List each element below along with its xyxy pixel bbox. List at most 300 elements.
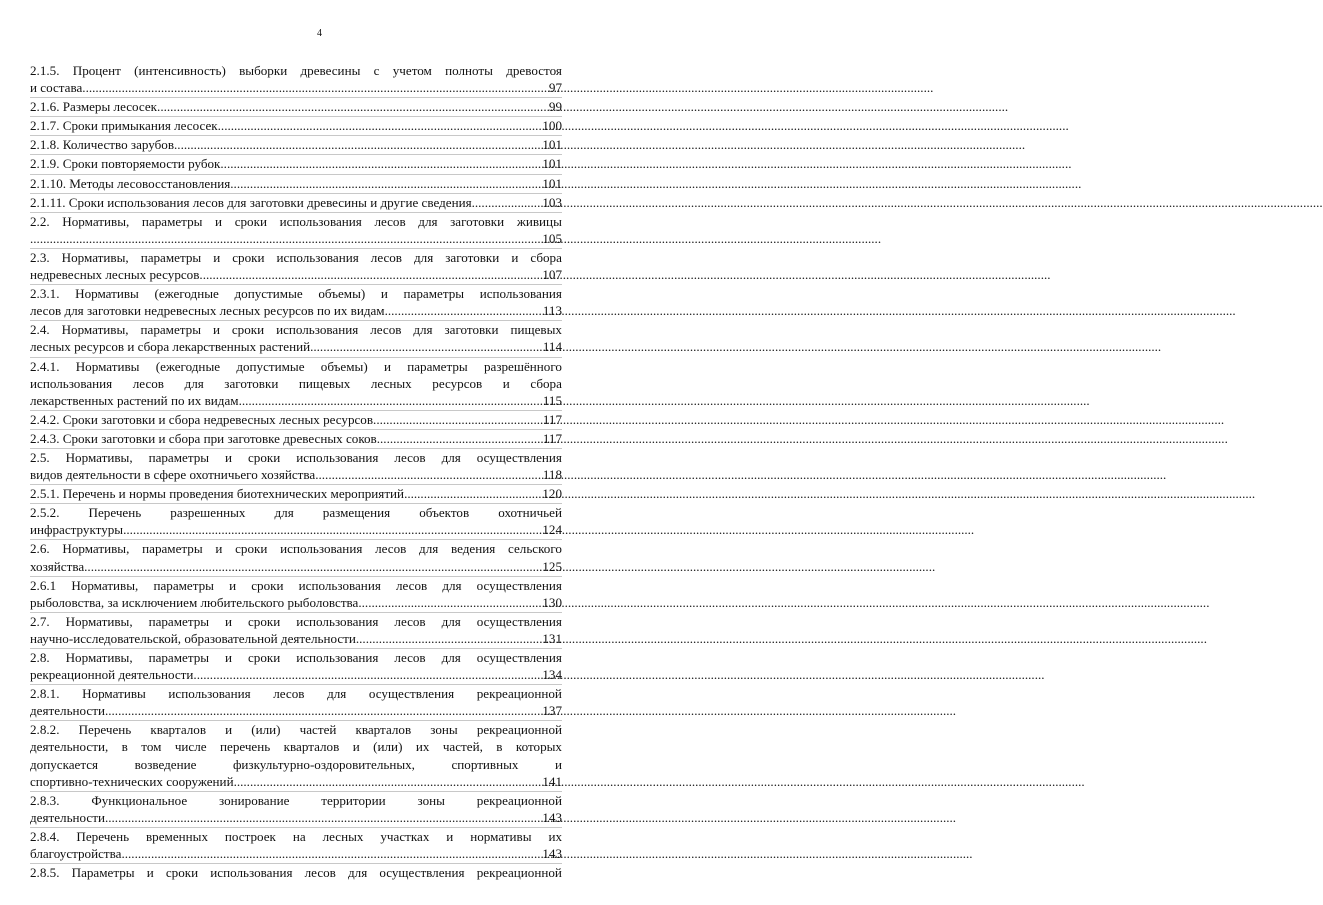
toc-word: для [414, 249, 434, 265]
toc-entry [30, 485, 562, 504]
dot-leader [157, 98, 548, 115]
toc-word: сроки [248, 650, 281, 665]
dot-leader [377, 430, 542, 447]
dot-leader [234, 773, 542, 790]
toc-word: использования [210, 865, 293, 881]
toc-word: физкультурно-оздоровительных, [232, 756, 415, 772]
toc-word: древесины [300, 63, 361, 78]
toc-entry-line [30, 756, 562, 773]
toc-word: и [212, 322, 220, 338]
toc-entry-title: 2.4.3. Сроки заготовки и сбора при заготовке древесных соков [30, 430, 377, 446]
toc-word: 2.4. [30, 322, 50, 338]
toc-word: 2.7. [30, 613, 50, 629]
toc-entry-title: научно-исследовательской, образовательной деятельности [30, 630, 356, 646]
toc-word: параметры [153, 577, 214, 593]
toc-entry-last-line [30, 845, 562, 862]
page-number: 4 [317, 28, 322, 39]
toc-page-number: 124 [542, 522, 562, 538]
toc-word: охотничьей [498, 505, 562, 521]
toc-word: Нормативы, [65, 650, 133, 665]
toc-word: 2.5.2. [30, 505, 60, 521]
toc-entry [30, 649, 562, 685]
dot-leader [358, 594, 541, 611]
toc-entry-last-line [30, 266, 562, 283]
toc-word: (ежегодные [154, 286, 219, 302]
toc-word: частей [299, 722, 337, 738]
toc-word: зоны [430, 722, 458, 738]
toc-word: разрешённого [483, 358, 562, 374]
toc-page-number: 107 [542, 267, 562, 283]
toc-entry-line [30, 577, 562, 594]
toc-page-number: 105 [542, 230, 562, 246]
toc-entry [30, 98, 562, 117]
toc-word: спортивных [451, 756, 519, 772]
toc-entry-line [30, 62, 562, 79]
toc-word: параметры [141, 213, 203, 229]
toc-entry-line [30, 449, 562, 466]
toc-word: выборки [239, 63, 288, 78]
toc-word: параметры [140, 322, 202, 338]
toc-page-number: 100 [542, 118, 562, 134]
toc-word: для [419, 541, 439, 557]
toc-word: параметры [148, 449, 210, 465]
toc-entry [30, 792, 562, 828]
toc-word: и [225, 613, 233, 629]
toc-word: 2.8.1. [30, 686, 60, 702]
toc-entry [30, 117, 562, 136]
toc-word: Нормативы, [65, 613, 133, 629]
dot-leader [385, 302, 542, 319]
toc-word: использования [479, 286, 562, 302]
toc-word: осуществления [368, 686, 455, 702]
toc-word: 2.3. [30, 249, 50, 265]
toc-word: 2.6. [30, 541, 50, 557]
dot-leader [174, 136, 541, 153]
toc-word: и [511, 249, 519, 265]
toc-entry-line [30, 649, 562, 666]
toc-word: древостоя [506, 63, 562, 78]
toc-word: Нормативы, [62, 213, 130, 229]
toc-word: параметры [140, 249, 202, 265]
toc-word: лесных [370, 375, 412, 391]
toc-word: 2.8.5. [30, 865, 60, 881]
toc-word: объектов [419, 505, 470, 521]
toc-entry-title: 2.1.7. Сроки примыкания лесосек [30, 118, 218, 134]
toc-word: разрешенных [170, 505, 246, 521]
toc-word: 2.8.2. [30, 722, 60, 738]
toc-entry-last-line [30, 117, 562, 134]
toc-entry-title: 2.1.9. Сроки повторяемости рубок [30, 156, 221, 172]
toc-entry-title: спортивно-технических сооружений [30, 773, 234, 789]
toc-entry-last-line [30, 411, 562, 428]
toc-entry-title: 2.1.10. Методы лесовосстановления [30, 175, 231, 191]
dot-leader [30, 230, 541, 247]
toc-word: сроки [235, 541, 268, 557]
toc-word: сроки [165, 865, 199, 881]
toc-word: лесов [132, 375, 164, 391]
toc-word: осуществления [476, 577, 562, 593]
toc-word: для [327, 686, 347, 702]
toc-word: перечень [220, 739, 271, 755]
toc-entry [30, 864, 562, 882]
toc-word: сбора [530, 249, 562, 265]
toc-entry-line [30, 213, 562, 230]
toc-word: сельского [508, 541, 562, 557]
toc-word: кварталов [150, 722, 207, 738]
toc-entry-title: лесных ресурсов и сбора лекарственных растений [30, 339, 311, 355]
toc-entry-line [30, 613, 562, 630]
dot-leader [220, 155, 541, 172]
toc-entry [30, 62, 562, 98]
toc-entry [30, 136, 562, 155]
toc-word: использования [276, 322, 359, 338]
toc-word: для [441, 650, 461, 665]
toc-word: размещения [322, 505, 391, 521]
toc-word: для [274, 505, 294, 521]
toc-word: (или) [373, 739, 403, 755]
toc-word: рекреационной [476, 792, 562, 808]
toc-page-number: 101 [542, 137, 562, 153]
toc-entry [30, 411, 562, 430]
toc-word: использования [30, 375, 113, 391]
toc-word: 2.3.1. [30, 286, 60, 302]
toc-entry-title: деятельности [30, 809, 105, 825]
toc-word: числе [174, 739, 207, 755]
toc-word: Нормативы [75, 286, 139, 302]
toc-page-number: 117 [542, 411, 562, 427]
toc-word: 2.6.1 [30, 577, 57, 593]
toc-word: параметры [148, 650, 210, 665]
table-of-contents [30, 62, 562, 882]
toc-entry-last-line [30, 630, 562, 647]
toc-word: ресурсов [432, 375, 483, 391]
toc-word: лесов [370, 249, 402, 265]
toc-word: осуществления [476, 613, 562, 629]
toc-word: рекреационной [476, 686, 562, 702]
toc-word: для [442, 577, 462, 593]
toc-entry-last-line [30, 485, 562, 502]
toc-word: лесов [394, 650, 426, 665]
toc-word: ведения [451, 541, 496, 557]
toc-word: лесных [322, 828, 364, 844]
toc-entry [30, 321, 562, 357]
toc-word: Нормативы [82, 686, 146, 702]
toc-word: Процент [72, 63, 121, 78]
toc-entry-title: рекреационной деятельности [30, 667, 194, 683]
toc-word: использования [168, 686, 251, 702]
toc-entry-line [30, 375, 562, 392]
toc-word: Перечень [78, 722, 132, 738]
toc-entry [30, 285, 562, 321]
toc-word: параметры [403, 286, 465, 302]
toc-word: том [141, 739, 162, 755]
toc-entry-title: лесов для заготовки недревесных лесных ресурсов по их видам [30, 303, 385, 319]
toc-word: 2.5. [30, 449, 50, 465]
toc-word: зонирование [219, 792, 290, 808]
toc-word: допустимые [236, 358, 305, 374]
toc-word: Нормативы, [62, 541, 130, 557]
dot-leader [199, 266, 541, 283]
toc-word: которых [515, 739, 562, 755]
dot-leader [105, 702, 541, 719]
toc-entry-line [30, 540, 562, 557]
toc-word: Параметры [71, 865, 135, 881]
toc-word: для [413, 322, 433, 338]
toc-word: 2.4.1. [30, 358, 60, 374]
toc-word: частей, [442, 739, 483, 755]
toc-entry-line [30, 864, 562, 881]
toc-word: с [373, 63, 380, 78]
toc-word: и [213, 249, 221, 265]
toc-word: и [225, 449, 233, 465]
toc-word: кварталов [283, 739, 340, 755]
toc-word: лесов [375, 541, 407, 557]
toc-entry [30, 358, 562, 411]
toc-word: для [441, 449, 461, 465]
toc-word: лесов [395, 577, 428, 593]
toc-word: параметры [407, 358, 468, 374]
dot-leader [121, 845, 541, 862]
toc-page-number: 117 [542, 430, 562, 446]
toc-entry [30, 175, 562, 194]
toc-entry-title: лекарственных растений по их видам [30, 392, 239, 408]
toc-page-number: 120 [542, 486, 562, 502]
toc-entry-title: 2.4.2. Сроки заготовки и сбора недревесных лесных ресурсов [30, 411, 374, 427]
toc-entry-title: благоустройства [30, 846, 122, 862]
toc-entry-last-line [30, 136, 562, 153]
toc-word: осуществления [379, 865, 465, 881]
toc-word: осуществления [476, 449, 562, 465]
toc-word: и [225, 650, 233, 665]
toc-word: объемы) [320, 358, 368, 374]
toc-entry [30, 577, 562, 613]
dot-leader [105, 809, 541, 826]
toc-page-number: 137 [542, 703, 562, 719]
toc-page-number: 115 [542, 392, 562, 408]
dot-leader [84, 558, 541, 575]
toc-word: их [548, 828, 562, 844]
toc-word: пищевых [298, 375, 351, 391]
toc-word: 2.8. [30, 650, 50, 665]
toc-entry [30, 155, 562, 174]
toc-word: и [502, 375, 510, 391]
toc-word: рекреационной [476, 865, 562, 881]
toc-word: в [496, 739, 503, 755]
toc-entry-line [30, 504, 562, 521]
toc-word: сроки [248, 613, 281, 629]
toc-entry [30, 613, 562, 649]
toc-entry-line [30, 285, 562, 302]
dot-leader [404, 485, 541, 502]
toc-word: для [184, 375, 204, 391]
toc-page-number: 125 [542, 558, 562, 574]
toc-word: заготовки [444, 322, 499, 338]
toc-entry-title: рыболовства, за исключением любительского рыболовства [30, 594, 359, 610]
toc-word: лесов [394, 449, 426, 465]
toc-entry-title: деятельности [30, 703, 105, 719]
toc-word: Перечень [88, 505, 142, 521]
toc-word: использования [279, 213, 362, 229]
toc-word: 2.2. [30, 213, 50, 229]
dot-leader [356, 630, 541, 647]
toc-entry-last-line [30, 773, 562, 790]
toc-word: Нормативы, [61, 249, 129, 265]
toc-entry-last-line [30, 666, 562, 683]
dot-leader [193, 666, 541, 683]
toc-entry-line [30, 685, 562, 702]
toc-word: живицы [516, 213, 562, 229]
toc-entry-line [30, 321, 562, 338]
toc-entry-title: 2.1.8. Количество зарубов [30, 137, 175, 153]
dot-leader [82, 79, 548, 96]
toc-entry-last-line [30, 392, 562, 409]
toc-page-number: 101 [542, 156, 562, 172]
toc-word: использования [298, 577, 381, 593]
toc-entry-last-line [30, 594, 562, 611]
toc-entry-last-line [30, 155, 562, 172]
toc-word: сбора [530, 375, 562, 391]
toc-page-number: 103 [542, 194, 562, 210]
toc-word: 2.8.3. [30, 792, 60, 808]
toc-page-number: 99 [548, 99, 562, 115]
toc-word: параметры [148, 613, 210, 629]
toc-word: и [554, 756, 562, 772]
toc-word: и [229, 577, 237, 593]
toc-word: использования [296, 613, 379, 629]
toc-word: объемы) [318, 286, 366, 302]
toc-word: лесов [374, 213, 406, 229]
toc-word: лесов [273, 686, 305, 702]
toc-word: Нормативы, [65, 449, 133, 465]
dot-leader [230, 175, 541, 192]
toc-word: и [383, 358, 391, 374]
toc-entry-last-line [30, 430, 562, 447]
toc-word: (интенсивность) [134, 63, 226, 78]
toc-entry-last-line [30, 338, 562, 355]
dot-leader [310, 338, 542, 355]
toc-word: деятельности, [30, 739, 109, 755]
toc-page-number: 114 [542, 339, 562, 355]
toc-page-number: 113 [542, 303, 562, 319]
toc-entry-title: инфраструктуры [30, 522, 124, 538]
toc-entry-last-line [30, 809, 562, 826]
dot-leader [239, 392, 542, 409]
toc-word: участках [380, 828, 430, 844]
toc-word: и [215, 541, 223, 557]
toc-word: Нормативы [75, 358, 140, 374]
toc-word: Нормативы, [71, 577, 139, 593]
toc-word: для [348, 865, 368, 881]
toc-word: сроки [231, 322, 265, 338]
toc-entry-last-line [30, 302, 562, 319]
toc-entry-title: видов деятельности в сфере охотничьего хозяйства [30, 467, 316, 483]
toc-entry-title: недревесных лесных ресурсов [30, 267, 200, 283]
toc-entry-title: хозяйства [30, 558, 85, 574]
toc-word: Функциональное [91, 792, 188, 808]
toc-entry-last-line [30, 466, 562, 483]
toc-word: их [415, 739, 430, 755]
toc-word: (ежегодные [155, 358, 221, 374]
toc-word: 2.8.4. [30, 828, 60, 844]
dot-leader [472, 194, 542, 211]
toc-word: 2.1.5. [30, 63, 60, 78]
toc-entry [30, 430, 562, 449]
toc-word: пищевых [510, 322, 562, 338]
toc-word: лесов [394, 613, 426, 629]
dot-leader [218, 117, 542, 134]
toc-entry-last-line [30, 702, 562, 719]
toc-word: осуществления [476, 650, 562, 665]
toc-entry-title: 2.1.6. Размеры лесосек [30, 99, 158, 115]
toc-word: и [215, 213, 223, 229]
toc-entry [30, 540, 562, 576]
toc-entry-last-line [30, 194, 562, 211]
toc-word: использования [276, 249, 359, 265]
toc-word: заготовки [224, 375, 279, 391]
toc-entry-last-line [30, 79, 562, 96]
toc-word: Перечень [76, 828, 130, 844]
toc-word: лесов [304, 865, 336, 881]
toc-word: для [441, 613, 461, 629]
toc-word: использования [296, 449, 379, 465]
toc-word: возведение [134, 756, 197, 772]
toc-word: и [446, 828, 454, 844]
toc-word: допустимые [234, 286, 303, 302]
toc-entry-line [30, 828, 562, 845]
toc-word: нормативы [470, 828, 532, 844]
toc-entry [30, 504, 562, 540]
toc-word: и [225, 722, 233, 738]
toc-word: (или) [251, 722, 281, 738]
toc-entry [30, 194, 562, 213]
toc-word: зоны [417, 792, 445, 808]
toc-page-number: 101 [542, 175, 562, 191]
toc-entry [30, 721, 562, 791]
toc-page-number: 131 [542, 630, 562, 646]
toc-word: допускается [30, 756, 99, 772]
toc-page-number: 97 [548, 80, 562, 96]
toc-word: территории [321, 792, 386, 808]
toc-word: Нормативы, [61, 322, 129, 338]
toc-entry [30, 449, 562, 485]
toc-entry-last-line [30, 230, 562, 247]
toc-entry-title: 2.5.1. Перечень и нормы проведения биотехнических мероприятий [30, 486, 405, 502]
toc-page-number: 130 [542, 594, 562, 610]
toc-word: и [146, 865, 154, 881]
toc-word: сроки [232, 249, 265, 265]
toc-word: лесов [370, 322, 402, 338]
toc-word: сроки [248, 449, 281, 465]
toc-word: рекреационной [476, 722, 562, 738]
toc-word: для [418, 213, 438, 229]
toc-word: использования [296, 650, 379, 665]
toc-entry-title: и состава [30, 80, 83, 96]
toc-word: на [292, 828, 306, 844]
toc-word: кварталов [355, 722, 412, 738]
toc-word: заготовки [445, 249, 500, 265]
toc-word: временных [146, 828, 208, 844]
toc-word: учетом [392, 63, 432, 78]
toc-entry [30, 213, 562, 249]
toc-word: построек [224, 828, 276, 844]
toc-word: в [121, 739, 128, 755]
toc-word: использования [280, 541, 363, 557]
toc-word: заготовки [450, 213, 505, 229]
toc-entry-line [30, 792, 562, 809]
toc-page-number: 141 [542, 773, 562, 789]
toc-entry [30, 828, 562, 864]
toc-word: и [380, 286, 388, 302]
